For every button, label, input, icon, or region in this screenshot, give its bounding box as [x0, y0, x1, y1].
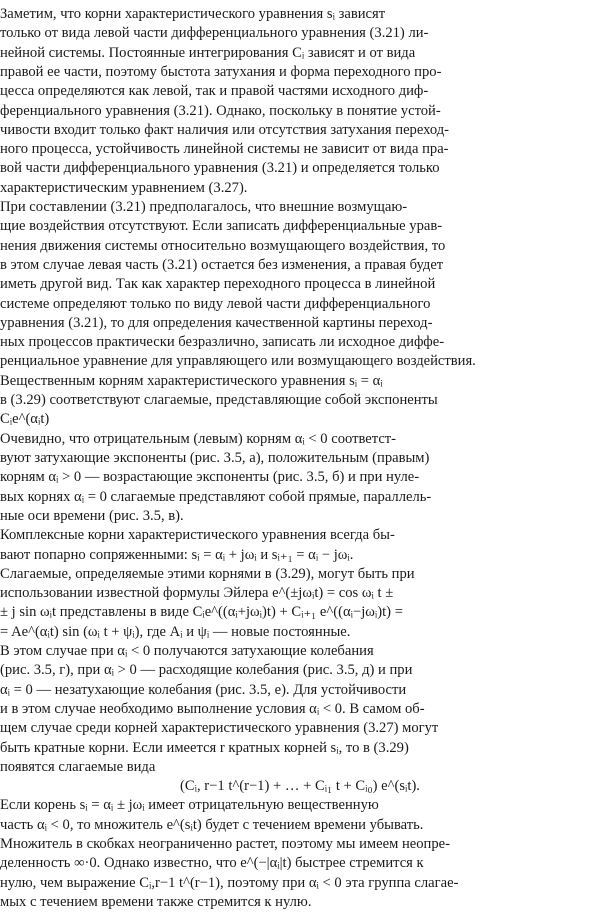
text-line: ференциального уравнения (3.21). Однако, поскольку в понятие устой-: [0, 102, 441, 119]
text-line: быть кратные корни. Если имеется r кратных корней sᵢ, то в (3.29): [0, 739, 409, 756]
text-line: правой ее части, поэтому быстота затухания и форма переходного про-: [0, 63, 442, 80]
text-line: Если корень sᵢ = αᵢ ± jωᵢ имеет отрицательную вещественную: [0, 797, 379, 814]
text-line: нейной системы. Постоянные интегрирования Cᵢ зависят и от вида: [0, 44, 416, 61]
text-line: характеристическим уравнением (3.27).: [0, 179, 248, 196]
text-line: = Ae^(αᵢt) sin (ωᵢ t + ψᵢ), где Aᵢ и ψᵢ — новые постоянные.: [0, 623, 351, 640]
text-line: При составлении (3.21) предполагалось, что внешние возмущаю-: [0, 199, 408, 216]
text-line: вой части дифференциального уравнения (3.21) и определяется только: [0, 160, 440, 177]
text-line: ных процессов практически безразлично, записать ли исходное диффе-: [0, 334, 445, 351]
text-line: нулю, чем выражение Cᵢ,r−1 t^(r−1), поэтому при αᵢ < 0 эта группа слагае-: [0, 874, 459, 891]
text-line: Комплексные корни характеристического уравнения всегда бы-: [0, 527, 395, 544]
text-line: только от вида левой части дифференциального уравнения (3.21) ли-: [0, 25, 429, 42]
text-line: Cᵢe^(αᵢt): [0, 411, 50, 428]
text-line: ные оси времени (рис. 3.5, в).: [0, 507, 184, 524]
text-line: щем случае среди корней характеристического уравнения (3.27) могут: [0, 720, 439, 737]
text-line: ренциальное уравнение для управляющего или возмущающего воздействия.: [0, 353, 476, 370]
text-line: в этом случае левая часть (3.21) остается без изменения, а правая будет: [0, 256, 444, 273]
text-line: вают попарно сопряженными: sᵢ = αᵢ + jωᵢ и sᵢ₊₁ = αᵢ − jωᵢ.: [0, 546, 354, 563]
text-line: использовании известной формулы Эйлера e^(±jωᵢt) = cos ωᵢ t ±: [0, 585, 394, 602]
text-line: уравнения (3.21), то для определения качественной картины переход-: [0, 314, 433, 331]
text-line: и в этом случае необходимо выполнение условия αᵢ < 0. В самом об-: [0, 700, 425, 717]
text-line: чивости входит только факт наличия или отсутствия затухания переход-: [0, 121, 450, 138]
text-line: щие воздействия отсутствуют. Если записать дифференциальные урав-: [0, 218, 443, 235]
text-line: системе определяют только по виду левой части дифференциального: [0, 295, 431, 312]
text-line: иметь другой вид. Так как характер переходного процесса в линейной: [0, 276, 436, 293]
text-line: В этом случае при αᵢ < 0 получаются затухающие колебания: [0, 643, 374, 660]
text-line: нения движения системы относительно возмущающего воздействия, то: [0, 237, 446, 254]
text-line: Слагаемые, определяемые этими корнями в (3.29), могут быть при: [0, 565, 415, 582]
text-line: Очевидно, что отрицательным (левым) корням αᵢ < 0 соответст-: [0, 430, 397, 447]
text-line: Заметим, что корни характеристического уравнения sᵢ зависят: [0, 6, 386, 22]
formula-line: (Cᵢ, r−1 t^(r−1) + … + Cᵢ₁ t + Cᵢ₀) e^(sᵢt).: [180, 778, 420, 795]
text-line: вых корнях αᵢ = 0 слагаемые представляют собой прямые, параллель-: [0, 488, 432, 505]
text-line: (рис. 3.5, г), при αᵢ > 0 — расходящие колебания (рис. 3.5, д) и при: [0, 662, 413, 679]
text-line: часть αᵢ < 0, то множитель e^(sᵢt) будет с течением времени убывать.: [0, 816, 424, 833]
text-line: Вещественным корням характеристического уравнения sᵢ = αᵢ: [0, 372, 383, 389]
text-line: появятся слагаемые вида: [0, 758, 156, 775]
text-line: вуют затухающие экспоненты (рис. 3.5, а), положительным (правым): [0, 450, 430, 466]
text-line: Множитель в скобках неограниченно растет, поэтому мы имеем неопре-: [0, 836, 450, 853]
text-line: ± j sin ωᵢt представлены в виде Cᵢe^((αᵢ+jωᵢ)t) + Cᵢ₊₁ e^((αᵢ−jωᵢ)t) =: [0, 604, 403, 621]
text-line: в (3.29) соответствуют слагаемые, представляющие собой экспоненты: [0, 392, 438, 409]
text-line: корням αᵢ > 0 — возрастающие экспоненты (рис. 3.5, б) и при нуле-: [0, 469, 420, 486]
text-line: ного процесса, устойчивость линейной системы не зависит от вида пра-: [0, 141, 449, 158]
text-line: цесса определяются как левой, так и правой частями исходного диф-: [0, 83, 429, 100]
text-line: αᵢ = 0 — незатухающие колебания (рис. 3.5, е). Для устойчивости: [0, 681, 407, 698]
text-line: деленность ∞·0. Однако известно, что e^(−|αᵢ|t) быстрее стремится к: [0, 855, 424, 872]
text-line: мых с течением времени также стремится к нулю.: [0, 894, 312, 910]
